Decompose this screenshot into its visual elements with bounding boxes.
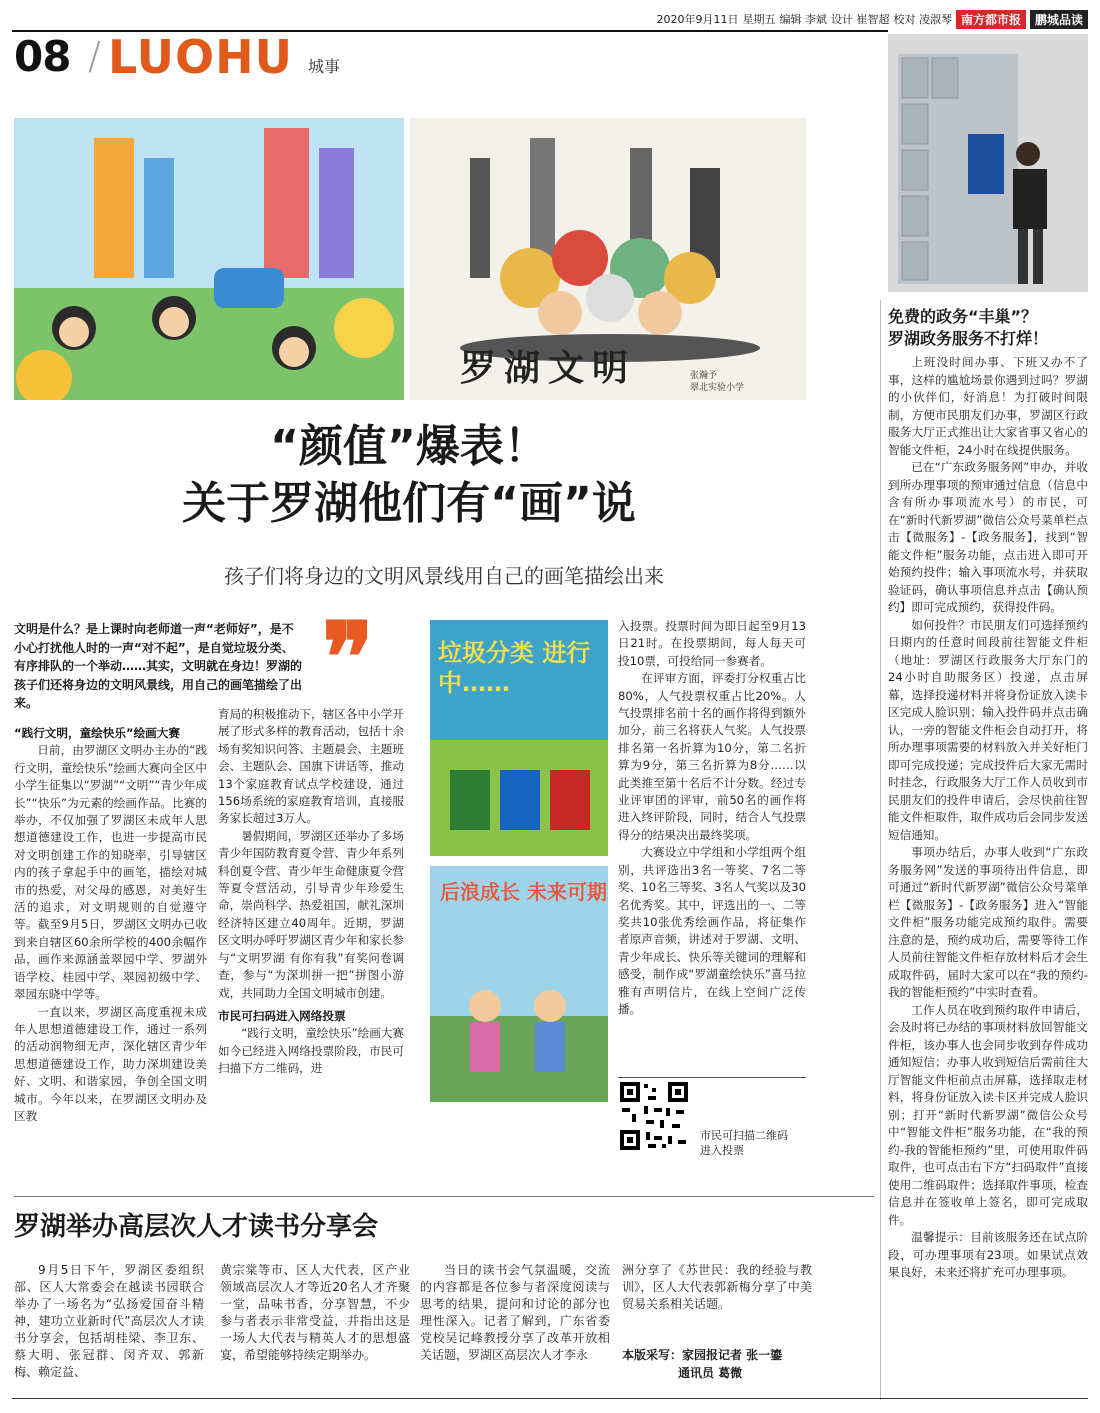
article2-paragraph: 当日的读书会气氛温暖，交流的内容都是各位参与者深度阅读与思考的结果，提问和讨论的部分也理性深入。记者了解到，广东省委党校吴记峰教授分享了改革开放相关话题，罗湖区高层次人才李永 bbox=[420, 1263, 610, 1362]
article-subhead-1: “践行文明，童绘快乐”绘画大赛 bbox=[14, 726, 180, 740]
masthead bbox=[600, 8, 1088, 30]
growth-painting bbox=[430, 866, 608, 1102]
sidebar-title-line-1: 免费的政务“丰巢”？ bbox=[888, 307, 1038, 326]
painting-title: 罗湖文明 bbox=[460, 348, 637, 389]
byline-correspondent: 通讯员 葛微 bbox=[678, 1366, 743, 1380]
designer-credit: 设计 崔智超 bbox=[830, 13, 890, 26]
painting-slogan-2: 后浪成长 未来可期 bbox=[440, 880, 607, 904]
painting-school: 翠北实验小学 bbox=[690, 383, 745, 393]
headline-line-2: 关于罗湖他们有“画”说 bbox=[182, 478, 636, 529]
column-rule bbox=[880, 300, 881, 1400]
byline-reporter: 本版采写：家园报记者 张一鎏 bbox=[622, 1348, 783, 1362]
article-paragraph: 暑假期间，罗湖区还举办了多场青少年国防教育夏令营、青少年系列科创夏令营、青少年生命健康夏令营等夏令营活动，引导青少年珍爱生命，崇尚科学、热爱祖国，献礼深圳经济特区建立40周年。近期，罗湖区文明办呼吁罗湖区青少年和家长参与“文明罗湖 有你有我”有奖问卷调查，参与“为深圳拼一把”拼图小游戏，共同助力全国文明城市创建。 bbox=[218, 828, 404, 1000]
section-subtitle: 城事 bbox=[308, 57, 341, 76]
article-paragraph: 入投票。投票时间为即日起至9月13日21时。在投票期间，每人每天可投10票，可投给同一参赛者。 bbox=[618, 619, 806, 668]
article-subhead-2: 市民可扫码进入网络投票 bbox=[218, 1008, 346, 1023]
article-paragraph: “践行文明，童绘快乐”绘画大赛如今已经进入网络投票阶段，市民可扫描下方二维码，进 bbox=[218, 1026, 404, 1076]
qr-code[interactable] bbox=[618, 1080, 690, 1152]
sidebar-paragraph: 工作人员在收到预约取件申请后，会及时将已办结的事项材料放回智能文件柜，该办事人也会同步收到存件成功通知短信；办事人收到短信后需前往大厅智能文件柜前点击屏幕，选择取走材料，将身份证放入读卡区并完成人脸识别；打开“新时代新罗湖”微信公众号中“智能文件柜”服务功能，在“我的预约-我的智能柜预约”里，可使用取件码取件，也可点击右下方“扫码取件”直接使用二维码取件；选择取件事项，检查信息并在签收单上签名，即可完成取件。 bbox=[888, 1002, 1088, 1227]
issue-date: 2020年9月11日 bbox=[656, 13, 739, 26]
smart-locker-photo bbox=[888, 34, 1088, 292]
section-rule bbox=[14, 1196, 874, 1197]
quote-mark-icon: ❞ bbox=[322, 601, 374, 714]
children-painting-2 bbox=[410, 118, 806, 400]
children-painting-1 bbox=[14, 118, 404, 400]
newspaper-logo: 南方都市报 bbox=[956, 10, 1026, 29]
sidebar-paragraph: 上班没时间办事、下班又办不了事，这样的尴尬场景你遇到过吗？罗湖的小伙伴们，好消息！为打破时间限制，方便市民朋友们办事，罗湖区行政服务大厅正式推出让大家省事又省心的智能文件柜，24小时在线提供服务。 bbox=[888, 355, 1088, 457]
article2-column-1 bbox=[14, 1262, 204, 1381]
article-column-1 bbox=[14, 725, 207, 1125]
qr-caption-line-2: 进入投票 bbox=[700, 1144, 744, 1157]
section-name: LUOHU bbox=[108, 30, 293, 84]
article2-paragraph: 黄宗棠等市、区人大代表，区产业领域高层次人才等近20名人才齐聚一堂，品味书香，分享智慧，不少参与者表示非常受益，并指出这是一场人大代表与精英人才的思想盛宴，希望能够持续定期举办。 bbox=[220, 1263, 410, 1362]
article-paragraph: 育局的积极推动下，辖区各中小学开展了形式多样的教育活动，包括十余场有奖知识问答、主题晨会、主题班会、主题队会、国旗下讲话等，推动13个家庭教育试点学校建设，通过156场系统的家庭教育培训，直接服务家长超过3万人。 bbox=[218, 707, 404, 826]
article-column-2 bbox=[218, 706, 404, 1078]
sidebar-body bbox=[888, 354, 1088, 1282]
qr-caption-line-1: 市民可扫描二维码 bbox=[700, 1129, 788, 1142]
bottom-rule bbox=[12, 1398, 1088, 1399]
page-number: 08 bbox=[14, 32, 71, 81]
article2-column-3 bbox=[420, 1262, 610, 1364]
lead-paragraph: 文明是什么？是上课时向老师道一声“老师好”，是不小心打扰他人时的一声“对不起”，是自觉垃圾分类、有序排队的一个举动……其实，文明就在身边！罗湖的孩子们还将身边的文明风景线，用自己的画笔描绘了出来。 bbox=[14, 622, 303, 710]
article2-paragraph: 9月5日下午，罗湖区委组织部、区人大常委会在越读书园联合举办了一场名为“弘扬爱国奋斗精神，建功立业新时代”高层次人才读书分享会，包括胡桂梁、李卫东、蔡大明、张冠群、闵齐双、郭新梅、赖定益、 bbox=[14, 1263, 204, 1379]
qr-caption bbox=[700, 1128, 788, 1158]
article2-paragraph: 洲分享了《苏世民：我的经验与教训》，区人大代表郭新梅分享了中美贸易关系相关话题。 bbox=[622, 1263, 812, 1311]
section-divider: / bbox=[88, 34, 101, 78]
article2-column-4 bbox=[622, 1262, 812, 1313]
subheadline: 孩子们将身边的文明风景线用自己的画笔描绘出来 bbox=[224, 564, 664, 588]
article-paragraph: 在评审方面，评委打分权重占比80%，人气投票权重占比20%。人气投票排名前十名的画作将得到额外加分，前三名将获人气奖。人气投票排名第一名折算为10分，第二名折算为9分，第三名折算为8分……以此类推至第十名后不计分数。经过专业评审团的评审，前50名的画作将进入终评阶段，同时，结合人气投票得分的结果决出最终奖项。 bbox=[618, 671, 806, 842]
article-paragraph: 一直以来，罗湖区高度重视未成年人思想道德建设工作，通过一系列的活动润物细无声，深化辖区青少年思想道德建设工作，助力深圳建设美好、文明、和谐家园，争创全国文明城市。今年以来，在罗湖区文明办及区教 bbox=[14, 1004, 207, 1123]
editor-credit: 编辑 李斌 bbox=[779, 13, 827, 26]
article2-title: 罗湖举办高层次人才读书分享会 bbox=[14, 1212, 379, 1242]
garbage-sorting-painting bbox=[430, 620, 608, 856]
sidebar-paragraph: 温馨提示：目前该服务还在试点阶段，可办理事项有23项。如果试点效果良好，未来还将扩充可办理事项。 bbox=[888, 1230, 1088, 1279]
painting-slogan-1: 垃圾分类 进行中…… bbox=[438, 639, 591, 697]
sidebar-paragraph: 事项办结后，办事人收到“广东政务服务网”发送的事项待出件信息，即可通过“新时代新罗湖”微信公众号菜单栏【微服务】-【政务服务】进入“智能文件柜”服务功能完成预约取件。需要注意的是，预约成功后，需要等待工作人员前往智能文件柜存放材料后才会生成取件码，届时大家可以在“我的预约-我的智能柜预约”中实时查看。 bbox=[888, 845, 1088, 999]
sidebar-paragraph: 已在“广东政务服务网”申办，并收到所办理事项的预审通过信息（信息中含有所办事项流水号）的市民，可在“新时代新罗湖”微信公众号菜单栏点击【微服务】-【政务服务】，找到“智能文件柜”服务功能，点击进入即可开始预约投件；输入事项流水号，并获取验证码，确认事项信息并点击【确认预约】即可完成预约，获得投件码。 bbox=[888, 460, 1088, 614]
qr-divider bbox=[618, 1077, 806, 1078]
painting-author: 张瀚予 bbox=[690, 371, 718, 381]
article2-column-2 bbox=[220, 1262, 410, 1364]
proof-credit: 校对 凌淑琴 bbox=[893, 13, 952, 26]
article-column-3 bbox=[618, 618, 806, 1018]
issue-weekday: 星期五 bbox=[742, 13, 776, 26]
article-paragraph: 日前，由罗湖区文明办主办的“践行文明，童绘快乐”绘画大赛向全区中小学生征集以“罗湖”“文明”“青少年成长”“快乐”为元素的绘画作品。比赛的举办，不仅加强了罗湖区未成年人思想道德建设工作，也进一步提高市民对文明创建工作的知晓率，引导辖区内的孩子拿起手中的画笔，描绘对城市的热爱，对父母的感恩，对美好生活的追求，对文明规则的自觉遵守等。截至9月5日，罗湖区文明办已收到来自辖区60余所学校的400余幅作品，画作来源涵盖翠园中学、罗湖外语学校、桂园中学、翠园初级中学、翠园东晓中学等。 bbox=[14, 743, 207, 1002]
sidebar-title bbox=[888, 306, 1088, 350]
headline-line-1: “颜值”爆表！ bbox=[270, 421, 548, 472]
section-logo: 鹏城品读 bbox=[1030, 10, 1088, 29]
byline bbox=[622, 1346, 782, 1382]
article-paragraph: 大赛设立中学组和小学组两个组别，共评选出3名一等奖、7名二等奖、10名三等奖、3名人气奖以及30名优秀奖。其中，评选出的一、二等奖共10张优秀绘画作品，将征集作者原声音频，讲述对于罗湖、文明、青少年成长、快乐等关键词的理解和感受，制作成“罗湖童绘快乐”喜马拉雅有声明信片，在线上空间广泛传播。 bbox=[618, 845, 806, 1016]
sidebar-paragraph: 如何投件？市民朋友们可选择预约日期内的任意时间段前往智能文件柜（地址：罗湖区行政服务大厅东门的24小时自助服务区）投递，点击屏幕，选择投递材料并将身份证放入读卡区完成人脸识别；输入投件码并点击确认，一旁的智能文件柜会自动打开，将所办理事项需要的材料放入并关好柜门即可完成投递；完成投件后大家无需时时挂念，行政服务大厅工作人员收到市民朋友们的投件申请后，会尽快前往智能文件柜取件，取件成功后会同步发送短信通知。 bbox=[888, 617, 1088, 842]
sidebar-title-line-2: 罗湖政务服务不打烊！ bbox=[888, 329, 1049, 348]
